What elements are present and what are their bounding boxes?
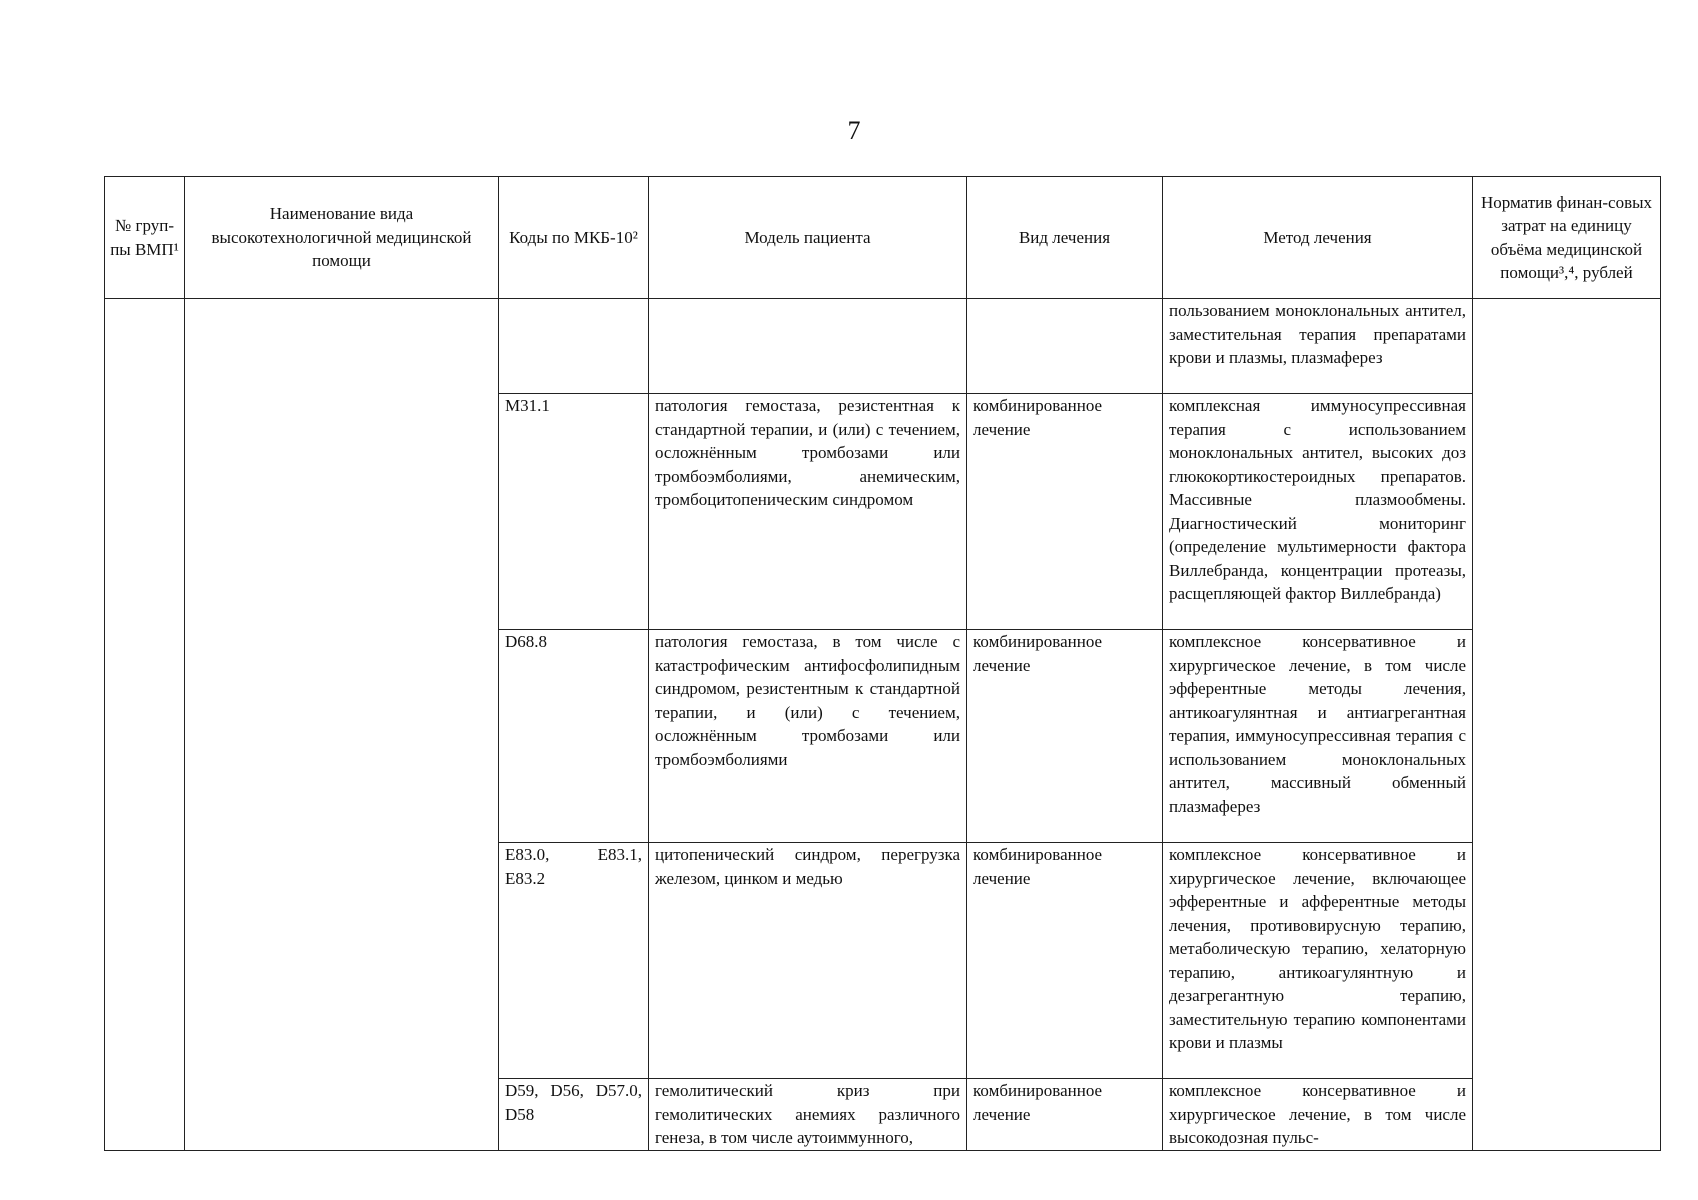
table-row bbox=[105, 299, 1661, 394]
icd-codes-cell: M31.1 bbox=[499, 394, 649, 630]
group-number-cell bbox=[105, 299, 185, 1151]
header-icd-codes: Коды по МКБ-10² bbox=[499, 177, 649, 299]
patient-model-cell: цитопенический синдром, перегрузка железом, цинком и медью bbox=[649, 843, 967, 1079]
icd-codes-cell bbox=[499, 299, 649, 394]
header-treatment-type: Вид лечения bbox=[967, 177, 1163, 299]
treatment-method-cell: комплексное консервативное и хирургическое лечение, в том числе высокодозная пульс- bbox=[1163, 1079, 1473, 1151]
patient-model-cell: гемолитический криз при гемолитических анемиях различного генеза, в том числе аутоиммунного, bbox=[649, 1079, 967, 1151]
treatment-type-cell bbox=[967, 299, 1163, 394]
treatment-method-cell: комплексное консервативное и хирургическое лечение, в том числе эфферентные методы лечения, антикоагулянтная и антиагрегантная терапия, иммуносупрессивная терапия с использованием моноклональных антител, массивный обменный плазмаферез bbox=[1163, 630, 1473, 843]
header-group-number: № груп-пы ВМП¹ bbox=[105, 177, 185, 299]
icd-codes-cell: E83.0, E83.1, E83.2 bbox=[499, 843, 649, 1079]
cost-norm-cell bbox=[1473, 299, 1661, 1151]
header-patient-model: Модель пациента bbox=[649, 177, 967, 299]
treatment-type-cell: комбинированное лечение bbox=[967, 394, 1163, 630]
treatment-type-cell: комбинированное лечение bbox=[967, 843, 1163, 1079]
patient-model-cell: патология гемостаза, резистентная к стандартной терапии, и (или) с течением, осложнённым тромбозами или тромбоэмболиями, анемическим, тромбоцитопеническим синдромом bbox=[649, 394, 967, 630]
vmp-table bbox=[104, 176, 1661, 1151]
treatment-type-cell: комбинированное лечение bbox=[967, 630, 1163, 843]
care-name-cell bbox=[185, 299, 499, 1151]
header-cost-norm: Норматив финан-совых затрат на единицу объёма медицинской помощи³,⁴, рублей bbox=[1473, 177, 1661, 299]
table-header-row bbox=[105, 177, 1661, 299]
treatment-method-cell: пользованием моноклональных антител, заместительная терапия препаратами крови и плазмы, плазмаферез bbox=[1163, 299, 1473, 394]
icd-codes-cell: D59, D56, D57.0, D58 bbox=[499, 1079, 649, 1151]
treatment-method-cell: комплексная иммуносупрессивная терапия с использованием моноклональных антител, высоких доз глюкокортикостероидных препаратов. Массивные плазмообмены. Диагностический мониторинг (определение мультимерности фактора Виллебранда, концентрации протеазы, расщепляющей фактор Виллебранда) bbox=[1163, 394, 1473, 630]
header-treatment-method: Метод лечения bbox=[1163, 177, 1473, 299]
header-care-name: Наименование вида высокотехнологичной медицинской помощи bbox=[185, 177, 499, 299]
treatment-method-cell: комплексное консервативное и хирургическое лечение, включающее эфферентные и афферентные методы лечения, противовирусную терапию, метаболическую терапию, хелаторную терапию, антикоагулянтную и дезагрегантную терапию, заместительную терапию компонентами крови и плазмы bbox=[1163, 843, 1473, 1079]
icd-codes-cell: D68.8 bbox=[499, 630, 649, 843]
patient-model-cell bbox=[649, 299, 967, 394]
page-number: 7 bbox=[847, 116, 861, 145]
treatment-type-cell: комбинированное лечение bbox=[967, 1079, 1163, 1151]
patient-model-cell: патология гемостаза, в том числе с катастрофическим антифосфолипидным синдромом, резистентным к стандартной терапии, и (или) с течением, осложнённым тромбозами или тромбоэмболиями bbox=[649, 630, 967, 843]
